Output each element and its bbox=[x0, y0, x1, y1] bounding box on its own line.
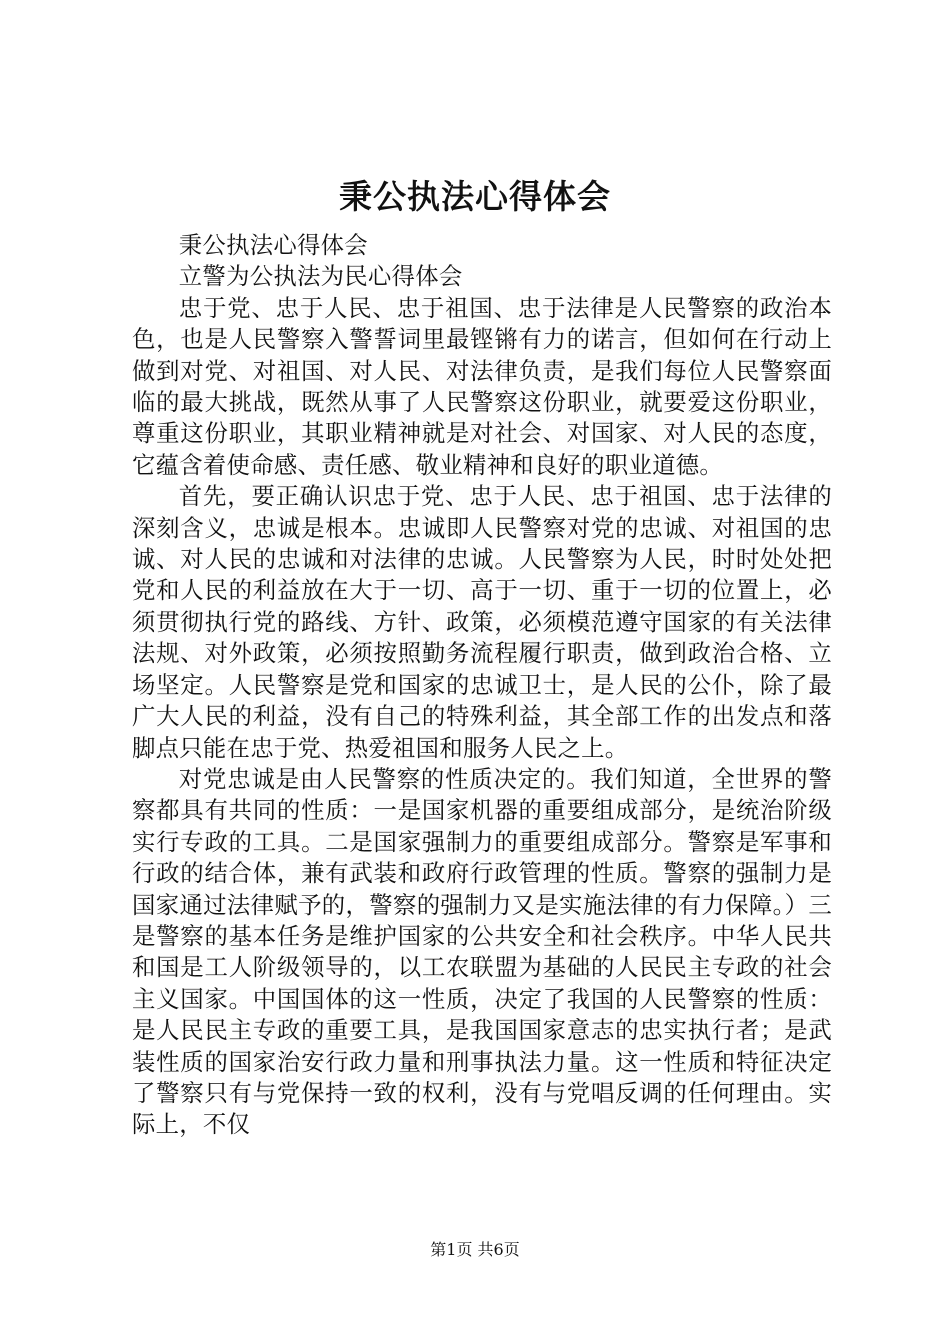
page-footer: 第1页 共6页 bbox=[430, 1240, 520, 1259]
document-body bbox=[132, 230, 832, 1141]
body-paragraph: 对党忠诚是由人民警察的性质决定的。我们知道，全世界的警察都具有共同的性质：一是国家机器的重要组成部分，是统治阶级实行专政的工具。二是国家强制力的重要组成部分。警察是军事和行政的结合体，兼有武装和政府行政管理的性质。警察的强制力是国家通过法律赋予的，警察的强制力又是实施法律的有力保障。）三是警察的基本任务是维护国家的公共安全和社会秩序。中华人民共和国是工人阶级领导的，以工农联盟为基础的人民民主专政的社会主义国家。中国国体的这一性质，决定了我国的人民警察的性质：是人民民主专政的重要工具，是我国国家意志的忠实执行者；是武装性质的国家治安行政力量和刑事执法力量。这一性质和特征决定了警察只有与党保持一致的权利，没有与党唱反调的任何理由。实际上，不仅 bbox=[132, 764, 832, 1139]
body-paragraph: 首先，要正确认识忠于党、忠于人民、忠于祖国、忠于法律的深刻含义，忠诚是根本。忠诚即人民警察对党的忠诚、对祖国的忠诚、对人民的忠诚和对法律的忠诚。人民警察为人民，时时处处把党和人民的利益放在大于一切、高于一切、重于一切的位置上，必须贯彻执行党的路线、方针、政策，必须模范遵守国家的有关法律法规、对外政策，必须按照勤务流程履行职责，做到政治合格、立场坚定。人民警察是党和国家的忠诚卫士，是人民的公仆，除了最广大人民的利益，没有自己的特殊利益，其全部工作的出发点和落脚点只能在忠于党、热爱祖国和服务人民之上。 bbox=[132, 482, 832, 762]
subtitle-paragraph: 秉公执法心得体会 bbox=[178, 231, 368, 259]
document-title: 秉公执法心得体会 bbox=[339, 177, 611, 216]
body-paragraph: 忠于党、忠于人民、忠于祖国、忠于法律是人民警察的政治本色，也是人民警察入警誓词里最铿锵有力的诺言，但如何在行动上做到对党、对祖国、对人民、对法律负责，是我们每位人民警察面临的最大挑战，既然从事了人民警察这份职业，就要爱这份职业，尊重这份职业，其职业精神就是对社会、对国家、对人民的态度，它蕴含着使命感、责任感、敬业精神和良好的职业道德。 bbox=[132, 293, 832, 479]
subtitle-paragraph: 立警为公执法为民心得体会 bbox=[178, 262, 463, 291]
